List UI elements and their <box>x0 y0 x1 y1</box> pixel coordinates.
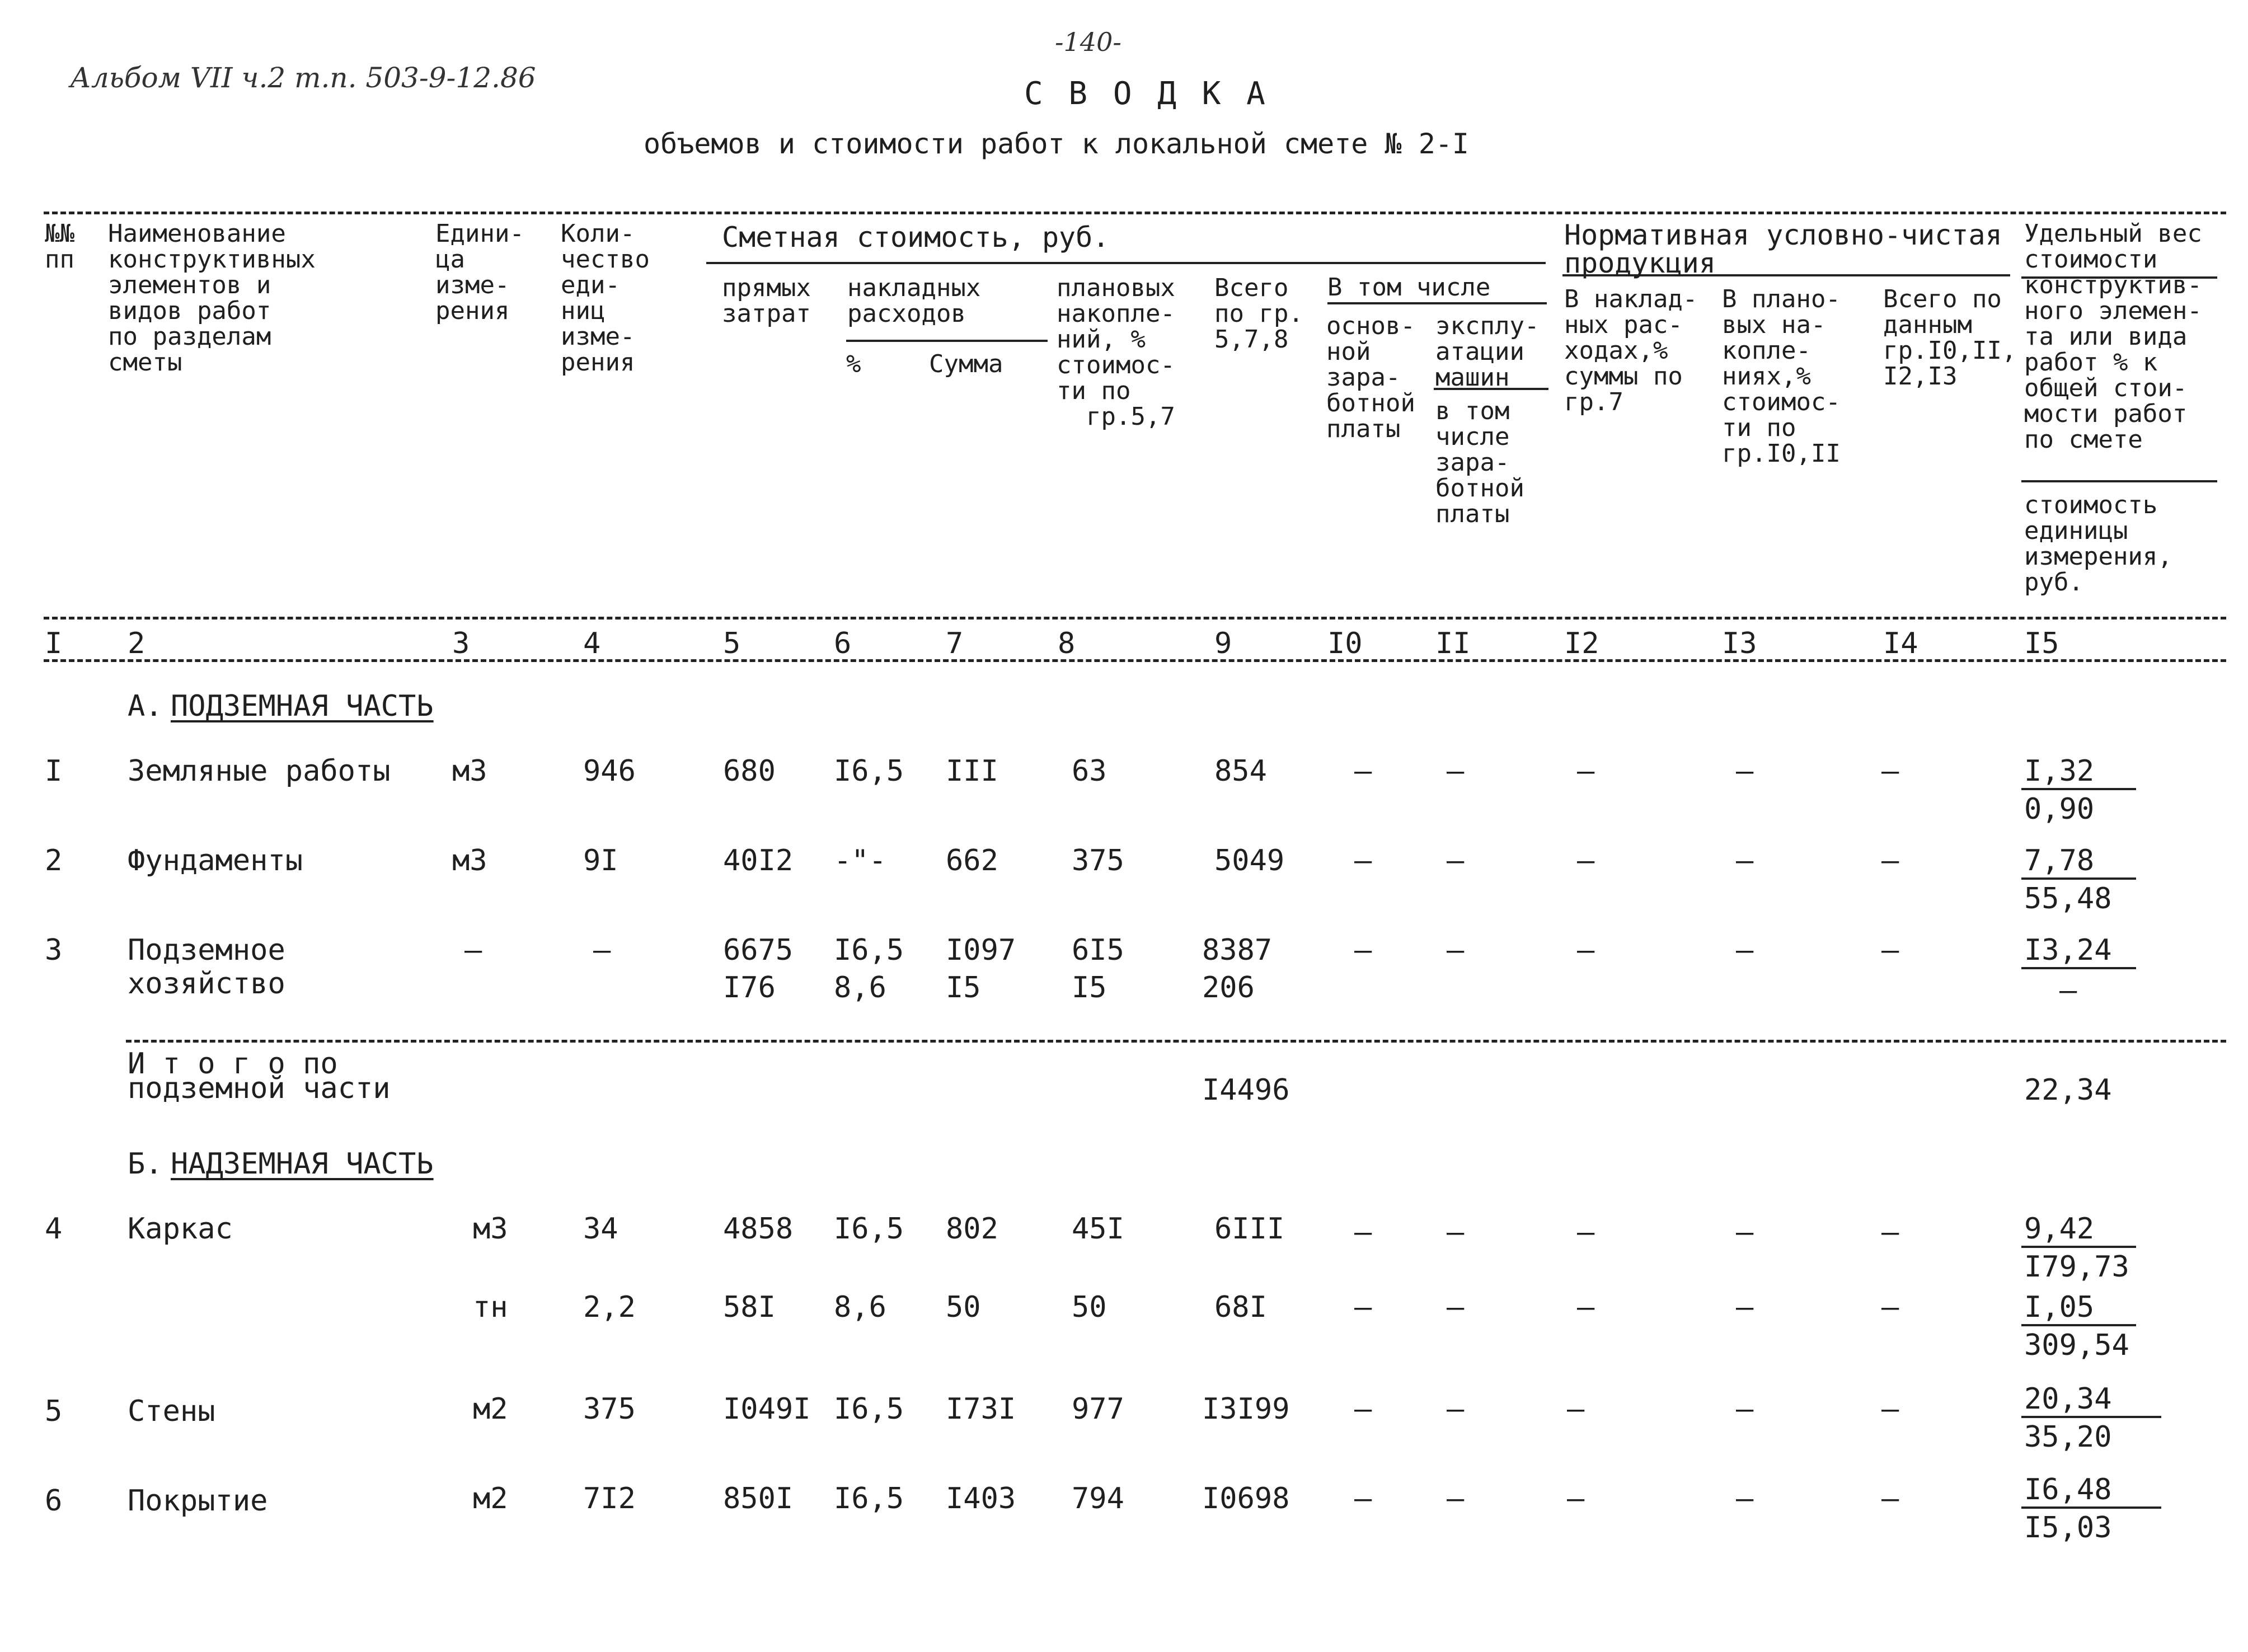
row-qty: – <box>593 933 611 967</box>
row-dash: – <box>1736 754 1754 788</box>
row-dash: – <box>1447 933 1465 967</box>
header-unit: Едини- ца изме- рения <box>435 219 524 325</box>
row-total: 6III <box>1214 1212 1285 1246</box>
row-dash: – <box>1881 754 1899 788</box>
row-name: Подземное <box>128 933 285 967</box>
row-dash: – <box>1354 754 1372 788</box>
row-dash: – <box>1736 1482 1754 1515</box>
fraction-line <box>2021 1506 2161 1509</box>
row-dash: – <box>1736 844 1754 877</box>
header-norm-overhead: В наклад- ных рас- ходах,% суммы по гр.7 <box>1564 285 1698 416</box>
c15-mid-rule <box>2021 480 2217 482</box>
row-dash: – <box>1577 754 1595 788</box>
row-pct: I6,5 <box>834 1482 904 1515</box>
row-direct: 680 <box>723 754 776 788</box>
row-unit-cost: 55,48 <box>2024 882 2112 916</box>
fraction-line <box>2021 1246 2136 1248</box>
header-qty: Коли- чество еди- ниц изме- рения <box>561 219 650 377</box>
row-plan: 977 <box>1072 1392 1124 1426</box>
row-qty: 946 <box>583 754 636 788</box>
row-dash: – <box>1447 754 1465 788</box>
header-machines: эксплу- атации машин <box>1435 312 1540 392</box>
row-pct: -"- <box>834 844 886 877</box>
colnum-11: II <box>1435 627 1471 660</box>
colnum-12: I2 <box>1564 627 1599 660</box>
header-norm-total: Всего по данным гр.I0,II, I2,I3 <box>1883 285 2017 391</box>
subtotal-label-2: подземной части <box>128 1072 391 1105</box>
row-qty: 2,2 <box>583 1290 636 1324</box>
row-qty: 9I <box>583 844 618 877</box>
cost-group-rule <box>706 262 1546 264</box>
row-share: I6,48 <box>2024 1473 2112 1506</box>
colnum-4: 4 <box>583 627 601 660</box>
header-machines-wage: в том числе зара- ботной платы <box>1435 397 1524 528</box>
row-pct: I6,5 <box>834 754 904 788</box>
row-total: 5049 <box>1214 844 1285 877</box>
incl-group-rule <box>1327 302 1547 304</box>
row-unit: м2 <box>473 1482 508 1515</box>
row-pct: I6,5 <box>834 1392 904 1426</box>
header-overhead-pct: % <box>846 350 861 378</box>
header-incl-group: В том числе <box>1327 273 1491 302</box>
row-dash: – <box>1567 1392 1585 1426</box>
row-sum: 662 <box>946 844 998 877</box>
row-direct: 40I2 <box>723 844 794 877</box>
row-dash: – <box>1354 1290 1372 1324</box>
row-share: 7,78 <box>2024 844 2095 877</box>
row-name: Фундаменты <box>128 844 303 877</box>
colnum-13: I3 <box>1722 627 1757 660</box>
row-dash: – <box>1881 1290 1899 1324</box>
row-unit: – <box>464 933 482 967</box>
row-pct: I6,5 <box>834 933 904 967</box>
row-direct: 58I <box>723 1290 776 1324</box>
row-name: Земляные работы <box>128 754 391 788</box>
section-a-title: ПОДЗЕМНАЯ ЧАСТЬ <box>171 689 434 723</box>
row-dash: – <box>1577 933 1595 967</box>
row-total: 8387 <box>1202 933 1273 967</box>
row-dash: – <box>1354 1215 1372 1249</box>
row-unit-cost: I5,03 <box>2024 1511 2112 1545</box>
colnum-7: 7 <box>946 627 964 660</box>
row-unit-cost: 309,54 <box>2024 1329 2129 1362</box>
header-unit-cost: стоимость единицы измерения, руб. <box>2024 491 2172 597</box>
fraction-line <box>2021 1324 2136 1326</box>
fraction-line <box>2021 1416 2161 1418</box>
row-pct: I6,5 <box>834 1212 904 1246</box>
row-dash: – <box>1736 933 1754 967</box>
row-share: 20,34 <box>2024 1382 2112 1416</box>
row-dash: – <box>1447 1392 1465 1426</box>
fraction-line <box>2021 788 2136 790</box>
row-name: Покрытие <box>128 1484 268 1518</box>
row-total: 206 <box>1202 971 1255 1005</box>
row-num: 2 <box>45 844 63 877</box>
header-share: Удельный вес стоимости конструктив- ного элемен- та или вида работ % к общей стои- мости работ по смете <box>2024 219 2202 454</box>
colnum-8: 8 <box>1058 627 1076 660</box>
section-a-prefix: А. <box>128 689 163 723</box>
row-qty: 34 <box>583 1212 618 1246</box>
row-sum: I403 <box>946 1482 1016 1515</box>
row-share: I,32 <box>2024 754 2095 788</box>
header-cost-group: Сметная стоимость, руб. <box>722 221 1110 254</box>
row-plan: 45I <box>1072 1212 1124 1246</box>
fraction-line <box>2021 877 2136 880</box>
row-qty: 7I2 <box>583 1482 636 1515</box>
row-share: 9,42 <box>2024 1212 2095 1246</box>
row-direct: 4858 <box>723 1212 794 1246</box>
row-unit: м3 <box>473 1212 508 1246</box>
row-sum: 802 <box>946 1212 998 1246</box>
header-base-wage: основ- ной зара- ботной платы <box>1326 312 1415 443</box>
page-subtitle: объемов и стоимости работ к локальной смете № 2-I <box>644 128 1470 160</box>
row-plan: 375 <box>1072 844 1124 877</box>
row-unit-cost: I79,73 <box>2024 1250 2129 1284</box>
row-dash: – <box>1881 933 1899 967</box>
row-pct: 8,6 <box>834 1290 886 1324</box>
colnum-15: I5 <box>2024 627 2059 660</box>
colnum-6: 6 <box>834 627 852 660</box>
row-total: 854 <box>1214 754 1267 788</box>
row-plan: 6I5 <box>1072 933 1124 967</box>
page-number: -140- <box>1055 27 1121 57</box>
row-unit: м3 <box>452 754 487 788</box>
row-unit: м3 <box>452 844 487 877</box>
row-num: I <box>45 754 63 788</box>
row-dash: – <box>1577 1215 1595 1249</box>
colnum-5: 5 <box>723 627 741 660</box>
row-num: 4 <box>45 1212 63 1246</box>
row-name: Каркас <box>128 1212 233 1246</box>
colnum-3: 3 <box>452 627 470 660</box>
row-dash: – <box>1881 1392 1899 1426</box>
header-top-rule <box>44 212 2226 214</box>
row-qty: 375 <box>583 1392 636 1426</box>
row-dash: – <box>1736 1290 1754 1324</box>
row-share: I3,24 <box>2024 933 2112 967</box>
row-name: хозяйство <box>128 967 285 1001</box>
row-unit: тн <box>473 1290 508 1324</box>
row-plan: I5 <box>1072 971 1107 1005</box>
row-dash: – <box>1881 1215 1899 1249</box>
header-bottom-rule <box>44 617 2226 620</box>
subtotal-rule <box>126 1040 2226 1043</box>
header-overhead-group: накладных расходов <box>847 274 981 328</box>
header-plan: плановых накопле- ний, % стоимос- ти по гр.5,7 <box>1057 274 1175 431</box>
colnum-9: 9 <box>1214 627 1232 660</box>
header-norm-plan: В плано- вых на- копле- ниях,% стоимос- ти по гр.I0,II <box>1722 285 1841 468</box>
row-direct: I76 <box>723 971 776 1005</box>
row-pct: 8,6 <box>834 971 886 1005</box>
row-dash: – <box>1567 1482 1585 1515</box>
row-sum: III <box>946 754 998 788</box>
row-dash: – <box>1881 1482 1899 1515</box>
section-b-prefix: Б. <box>128 1147 163 1181</box>
row-dash: – <box>1577 844 1595 877</box>
row-dash: – <box>1354 1392 1372 1426</box>
header-overhead-sum: Сумма <box>929 350 1003 378</box>
row-total: I3I99 <box>1202 1392 1290 1426</box>
row-unit-cost: 35,20 <box>2024 1420 2112 1454</box>
row-dash: – <box>1447 1215 1465 1249</box>
page-title: С В О Д К А <box>1024 76 1269 112</box>
row-dash: – <box>1354 1482 1372 1515</box>
colnum-14: I4 <box>1883 627 1918 660</box>
row-direct: I049I <box>723 1392 811 1426</box>
header-norm-group: Нормативная условно-чистая продукция <box>1564 219 2002 279</box>
row-unit: м2 <box>473 1392 508 1426</box>
row-dash: – <box>1736 1392 1754 1426</box>
subtotal-share: 22,34 <box>2024 1073 2112 1107</box>
colnum-2: 2 <box>128 627 146 660</box>
row-plan: 50 <box>1072 1290 1107 1324</box>
colnum-1: I <box>45 627 63 660</box>
album-stamp: Альбом VII ч.2 т.п. 503-9-12.86 <box>70 62 536 94</box>
row-dash: – <box>1881 844 1899 877</box>
row-share: I,05 <box>2024 1290 2095 1324</box>
colnum-10: I0 <box>1327 627 1363 660</box>
row-num: 3 <box>45 933 63 967</box>
row-dash: – <box>1447 1290 1465 1324</box>
row-direct: 6675 <box>723 933 794 967</box>
row-num: 6 <box>45 1484 63 1518</box>
row-sum: I097 <box>946 933 1016 967</box>
row-name: Стены <box>128 1395 215 1428</box>
row-plan: 794 <box>1072 1482 1124 1515</box>
row-dash: – <box>1736 1215 1754 1249</box>
row-dash: – <box>1447 1482 1465 1515</box>
header-name: Наименование конструктивных элементов и видов работ по разделам сметы <box>108 219 316 377</box>
row-sum: I5 <box>946 971 981 1005</box>
row-dash: – <box>1354 844 1372 877</box>
row-direct: 850I <box>723 1482 794 1515</box>
header-total: Всего по гр. 5,7,8 <box>1214 274 1303 354</box>
header-num: №№ пп <box>45 219 74 274</box>
subtotal-label: И т о г о по <box>128 1047 338 1081</box>
row-dash: – <box>1354 933 1372 967</box>
row-total: 68I <box>1214 1290 1267 1324</box>
row-num: 5 <box>45 1395 63 1428</box>
header-direct: прямых затрат <box>722 274 811 328</box>
row-dash: – <box>1577 1290 1595 1324</box>
fraction-line <box>2021 967 2136 969</box>
row-plan: 63 <box>1072 754 1107 788</box>
row-unit-cost: 0,90 <box>2024 792 2095 826</box>
row-sum: 50 <box>946 1290 981 1324</box>
section-b-title: НАДЗЕМНАЯ ЧАСТЬ <box>171 1147 434 1181</box>
row-unit-cost: – <box>2059 974 2077 1007</box>
row-dash: – <box>1447 844 1465 877</box>
subtotal-total: I4496 <box>1202 1073 1290 1107</box>
overhead-group-rule <box>846 340 1048 342</box>
row-sum: I73I <box>946 1392 1016 1426</box>
row-total: I0698 <box>1202 1482 1290 1515</box>
